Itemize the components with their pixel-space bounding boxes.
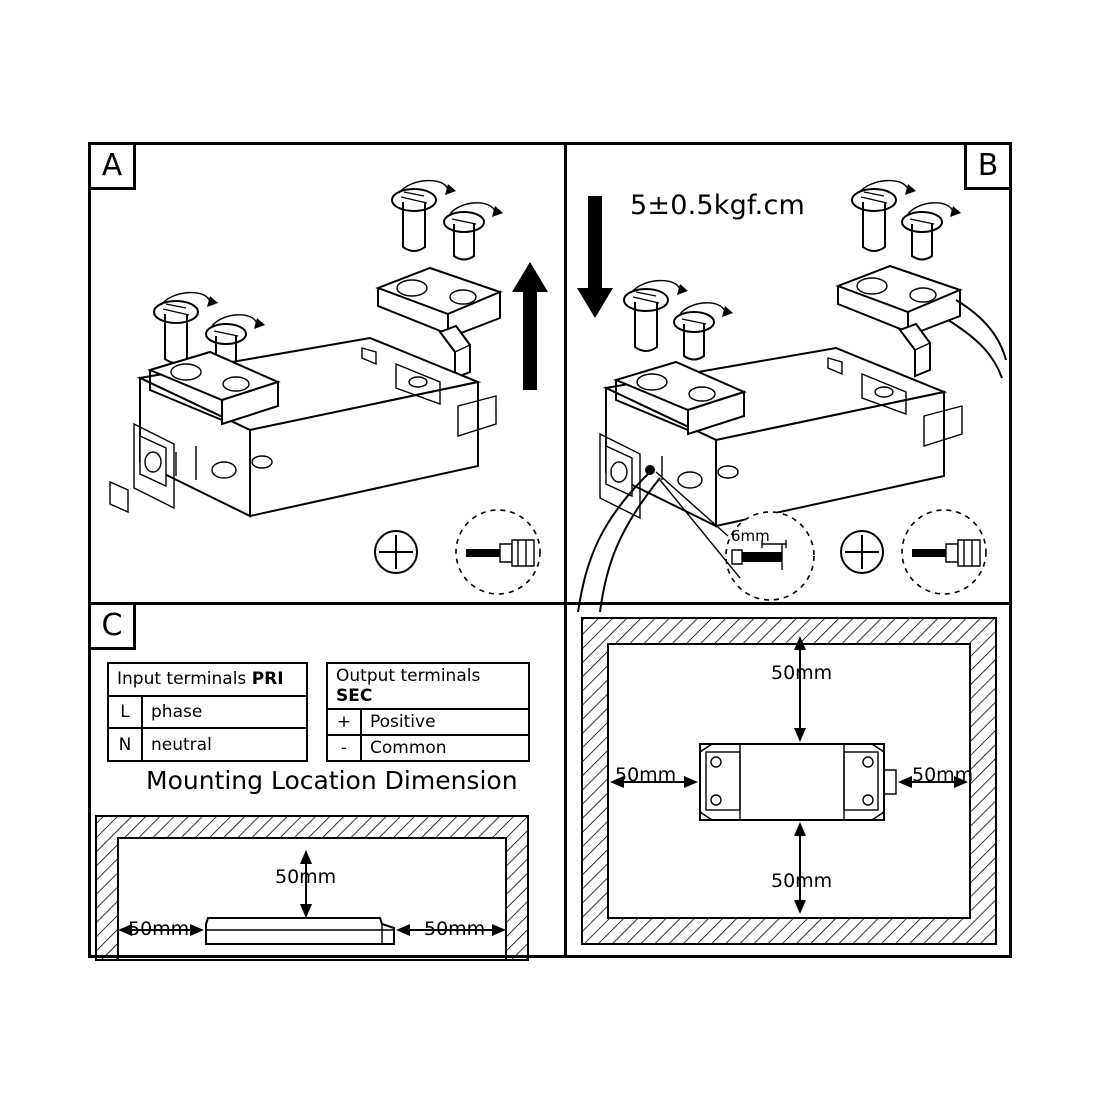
sheet-border [88, 142, 1012, 958]
side-view-top-dimension: 50mm [275, 866, 337, 888]
torque-spec-label: 5±0.5kgf.cm [630, 190, 805, 221]
input-terminals-header-text: Input terminals [117, 669, 252, 690]
side-view-right-dimension: 50mm [424, 918, 486, 940]
table-row [327, 735, 529, 761]
input-terminals-header [108, 663, 307, 696]
input-row-1-key: N [108, 728, 142, 761]
output-terminals-header-text: Output terminals [336, 666, 481, 686]
output-row-0-key: + [327, 709, 361, 735]
panel-label-a: A [88, 142, 136, 190]
input-terminals-table [107, 662, 308, 762]
input-row-1-value: neutral [142, 728, 307, 761]
output-row-0-value: Positive [361, 709, 529, 735]
output-row-1-value: Common [361, 735, 529, 761]
divider-ab [564, 142, 567, 604]
divider-cd [564, 602, 567, 958]
terminal-tables [107, 662, 530, 762]
table-row [108, 696, 307, 729]
output-row-1-key: - [327, 735, 361, 761]
output-terminals-header [327, 663, 529, 709]
output-terminals-header-abbr: SEC [336, 686, 373, 706]
panel-label-b: B [964, 142, 1012, 190]
output-terminals-table [326, 662, 530, 762]
top-view-top-dimension: 50mm [771, 662, 833, 684]
input-terminals-header-abbr: PRI [251, 669, 284, 690]
top-view-bottom-dimension: 50mm [771, 870, 833, 892]
input-row-0-value: phase [142, 696, 307, 729]
strip-length-label: 6mm [731, 527, 770, 545]
table-row [327, 709, 529, 735]
panel-label-c: C [88, 602, 136, 650]
top-view-left-dimension: 50mm [615, 764, 677, 786]
input-row-0-key: L [108, 696, 142, 729]
table-row [108, 728, 307, 761]
side-view-left-dimension: 50mm [128, 918, 190, 940]
top-view-right-dimension: 50mm [912, 764, 974, 786]
mounting-dimension-title: Mounting Location Dimension [146, 766, 518, 795]
divider-top-bottom [88, 602, 1012, 605]
